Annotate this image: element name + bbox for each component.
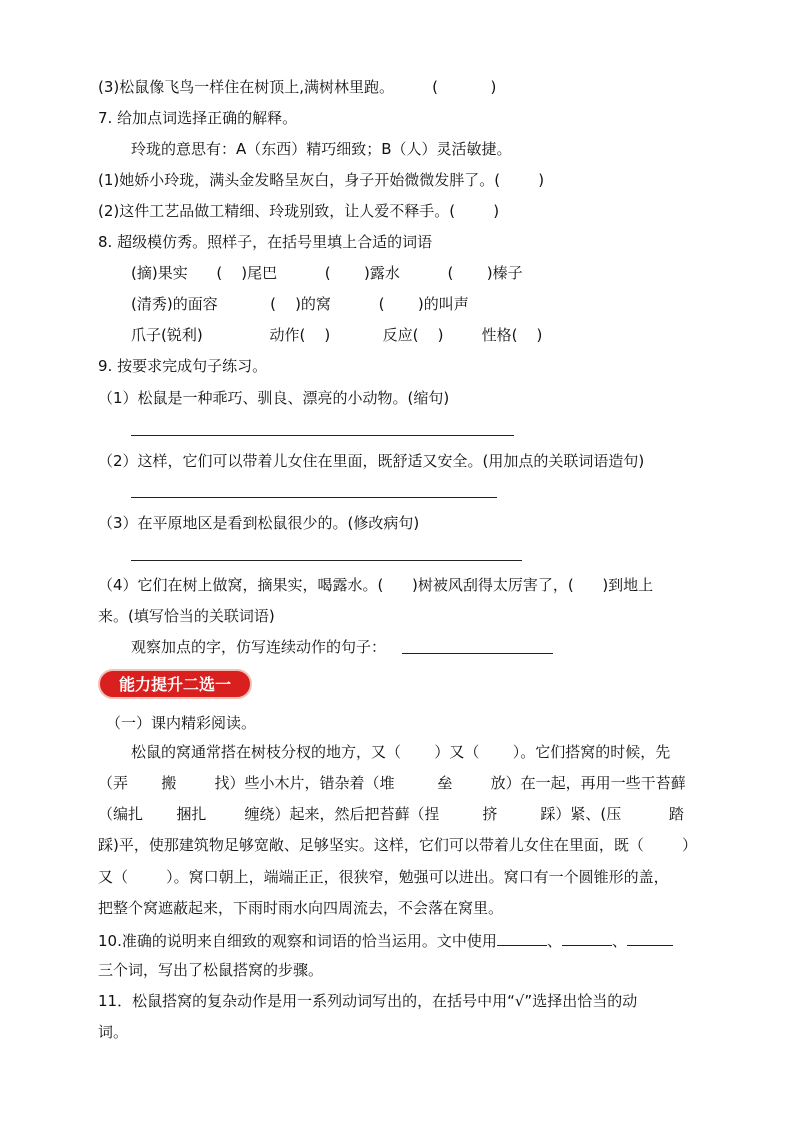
q8-row-2: (清秀)的面容 ( )的窝 ( )的叫声 [131, 295, 469, 313]
q11-line-1: 11．松鼠搭窝的复杂动作是用一系列动词写出的，在括号中用“√”选择出恰当的动 [98, 992, 638, 1010]
q7-definition: 玲珑的意思有：A（东西）精巧细致；B（人）灵活敏捷。 [131, 140, 512, 158]
q8-prompt: 8. 超级模仿秀。照样子，在括号里填上合适的词语 [98, 233, 433, 251]
q7-item-2: (2)这件工艺品做工精细、玲珑别致，让人爱不释手。( ) [98, 202, 500, 220]
q10-line-2: 三个词，写出了松鼠搭窝的步骤。 [98, 961, 324, 979]
q9-answer-line-4[interactable] [402, 653, 553, 654]
passage-line-3: （编扎 捆扎 缠绕）起来，然后把苔藓（挰 挤 踩）紧、(压 踏 [98, 805, 684, 823]
q9-answer-line-2[interactable] [131, 497, 497, 498]
q9-item-3: （3）在平原地区是看到松鼠很少的。(修改病句) [98, 514, 420, 532]
passage-line-2: （弄 搬 找）些小木片，错杂着（堆 垒 放）在一起，再用一些干苔藓 [98, 774, 686, 792]
reading-section-title: （一）课内精彩阅读。 [106, 714, 257, 732]
q9-answer-line-1[interactable] [131, 435, 514, 436]
q9-item-4-line-2: 来。(填写恰当的关联词语) [98, 607, 275, 625]
q9-item-2: （2）这样，它们可以带着儿女住在里面，既舒适又安全。(用加点的关联词语造句) [98, 452, 645, 470]
passage-line-4: 踩)平，使那建筑物足够宽敞、足够坚实。这样，它们可以带着儿女住在里面，既（ ） [98, 836, 698, 854]
q9-answer-line-3[interactable] [131, 560, 522, 561]
section-banner-label: 能力提升二选一 [118, 675, 231, 694]
q9-item-1: （1）松鼠是一种乖巧、驯良、漂亮的小动物。(缩句) [98, 389, 450, 407]
passage-line-6: 把整个窝遮蔽起来，下雨时雨水向四周流去，不会落在窝里。 [98, 899, 504, 917]
q9-prompt: 9. 按要求完成句子练习。 [98, 357, 268, 375]
q8-row-1: (摘)果实 ( )尾巴 ( )露水 ( )榛子 [131, 264, 523, 282]
q7-item-1: (1)她娇小玲珑，满头金发略呈灰白，身子开始微微发胖了。( ) [98, 171, 545, 189]
q10-separator-1: 、 [546, 932, 562, 950]
q7-prompt: 7. 给加点词选择正确的解释。 [98, 109, 298, 127]
q10-line-1 [98, 929, 673, 951]
q9-item-4-line-3: 观察加点的字，仿写连续动作的句子： [131, 638, 387, 656]
q6-item-3: (3)松鼠像飞鸟一样住在树顶上,满树林里跑。 ( ) [98, 78, 497, 96]
q11-line-2: 词。 [98, 1023, 129, 1041]
section-banner [98, 669, 252, 699]
q10-separator-2: 、 [611, 932, 627, 950]
q8-row-3: 爪子(锐利) 动作( ) 反应( ) 性格( ) [131, 326, 543, 344]
q10-blank-3[interactable] [627, 929, 673, 946]
q10-blank-2[interactable] [562, 929, 612, 946]
passage-line-5: 又（ ）。窝口朝上，端端正正，很狭窄，勉强可以进出。窝口有一个圆锥形的盖， [98, 868, 669, 886]
q10-blank-1[interactable] [497, 929, 547, 946]
q10-prompt: 10.准确的说明来自细致的观察和词语的恰当运用。文中使用 [98, 932, 497, 950]
q9-item-4-line-1: （4）它们在树上做窝，摘果实，喝露水。( )树被风刮得太厉害了，( )到地上 [98, 576, 654, 594]
passage-line-1: 松鼠的窝通常搭在树枝分杈的地方，又（ ）又（ ）。它们搭窝的时候，先 [131, 743, 671, 761]
